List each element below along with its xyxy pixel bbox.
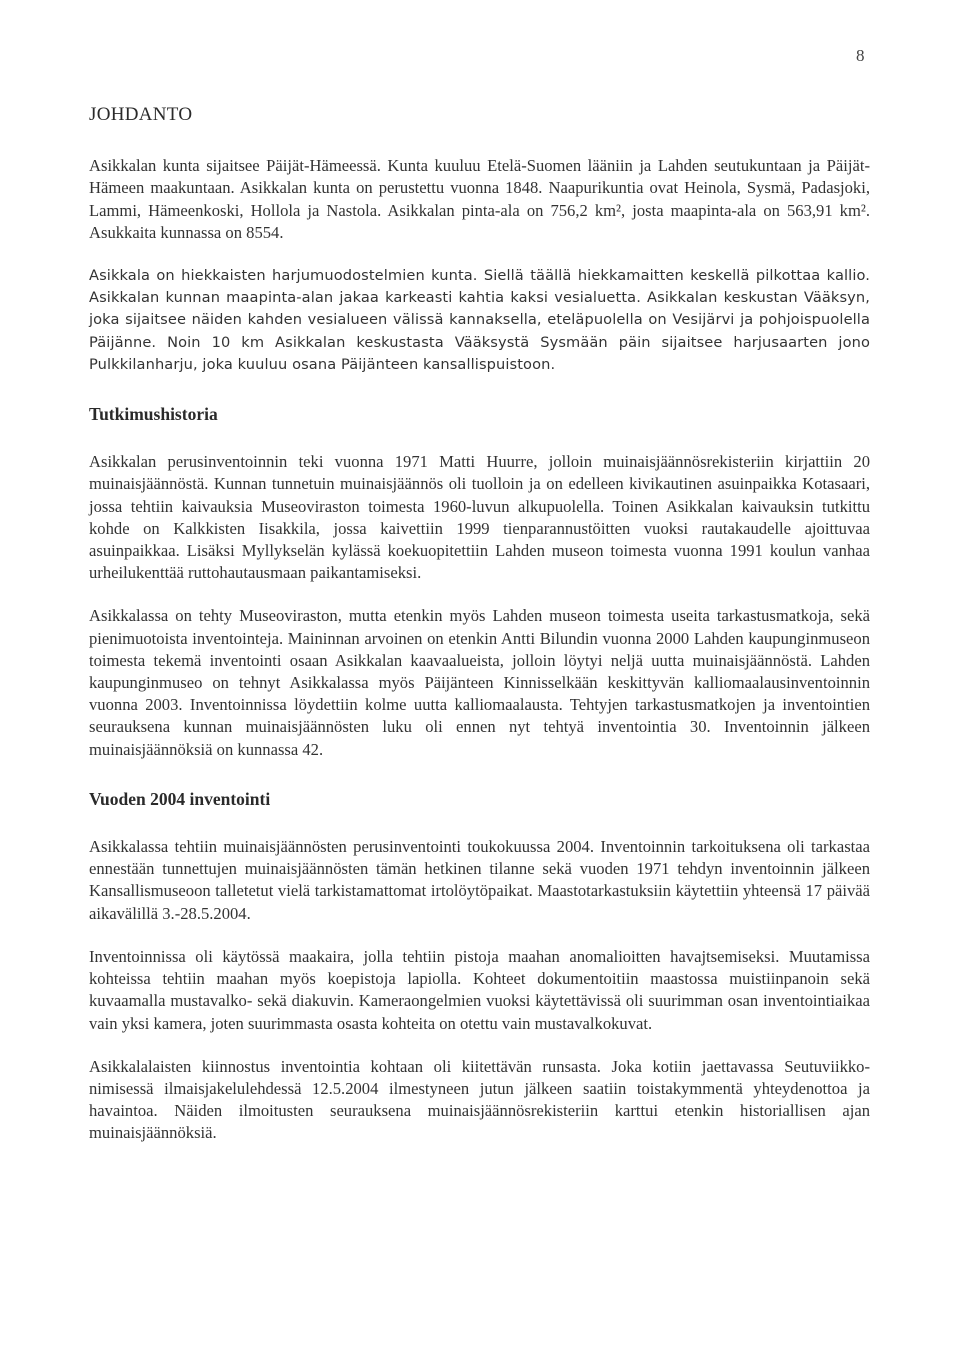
- section-heading-inventory: Vuoden 2004 inventointi: [89, 788, 271, 809]
- chapter-heading: JOHDANTO: [89, 104, 193, 125]
- document-body: [89, 104, 870, 1166]
- intro-paragraph-2: Asikkala on hiekkaisten harjumuodostelmien kunta. Siellä täällä hiekkamaitten keskellä pilkottaa kallio. Asikkalan kunnan maapinta-alan jakaa karkeasti kahtia kaksi vesialuetta. Asikkalan keskustan Vääksyn, joka sijaitsee näiden kahden vesialueen välissä kannaksella, eteläpuolella on Vesijärvi ja pohjoispuolella Päijänne. Noin 10 km Asikkalan keskustasta Vääksystä Sysmään päin sijaitsee harjusaarten jono Pulkkilanharju, joka kuuluu osana Päijänteen kansallispuistoon.: [89, 267, 870, 373]
- inventory-paragraph-1: Asikkalassa tehtiin muinaisjäännösten perusinventointi toukokuussa 2004. Inventoinnin tarkoituksena oli tarkastaa ennestään tunnettujen muinaisjäännösten tämän hetkinen tilanne sekä vuoden 1971 tehdyn inventoinnin jälkeen Kansallismuseoon talletetut vielä tarkistamattomat irtolöytöpaikat. Maastotarkastuksiin käytettiin yhteensä 17 päivää aikavälillä 3.-28.5.2004.: [89, 837, 870, 923]
- inventory-paragraph-2: Inventoinnissa oli käytössä maakaira, jolla tehtiin pistoja maahan anomalioitten havajtsemiseksi. Muutamissa kohteissa tehtiin maahan myös koepistoja lapiolla. Kohteet dokumentoitiin maastossa muistiinpanoin sekä kuvaamalla mustavalko- sekä diakuvin. Kameraongelmien vuoksi käytettävissä oli suurimman osan inventointiaikaa vain yksi kamera, joten suurimmasta osasta kohteita on otettu vain mustavalkokuvat.: [89, 946, 870, 1033]
- page-number: 8: [856, 46, 865, 65]
- history-paragraph-2: Asikkalassa on tehty Museoviraston, mutta etenkin myös Lahden museon toimesta useita tarkastusmatkoja, sekä pienimuotoista inventointeja. Maininnan arvoinen on etenkin Antti Bilundin vuonna 2000 Lahden kaupunginmuseon toimesta tekemä inventointi osaan Asikkalan kaavaalueista, jolloin löytyi neljä uutta muinaisjäännöstä. Lahden kaupunginmuseo on tehnyt Asikkalassa myös Päijänteen Kinnisselkään keskittyvän kalliomaalausinventoinnin vuonna 2003. Inventoinnissa löydettiin kolme uutta kalliomaalausta. Tehtyjen tarkastusmatkojen ja inventointien seurauksena kunnan muinaisjäännösten luku oli ennen nyt tehtyä inventointia 30. Inventoinnin jälkeen muinaisjäännöksiä on kunnassa 42.: [89, 606, 870, 759]
- intro-paragraph-1: Asikkalan kunta sijaitsee Päijät-Hämeessä. Kunta kuuluu Etelä-Suomen lääniin ja Lahden seutukuntaan ja Päijät-Hämeen maakuntaan. Asikkalan kunta on perustettu vuonna 1848. Naapurikuntia ovat Heinola, Sysmä, Padasjoki, Lammi, Hämeenkoski, Hollola ja Nastola. Asikkalan pinta-ala on 756,2 km², josta maapinta-ala on 563,91 km². Asukkaita kunnassa on 8554.: [89, 156, 870, 242]
- section-heading-history: Tutkimushistoria: [89, 404, 218, 425]
- inventory-paragraph-3: Asikkalalaisten kiinnostus inventointia kohtaan oli kiitettävän runsasta. Joka kotiin jaettavassa Seutuviikko-nimisessä ilmaisjakelulehdessä 12.5.2004 ilmestyneen jutun jälkeen saatiin toistakymmentä yhteydenottoa ja havaintoa. Näiden ilmoitusten seurauksena muinaisjäännösrekisteriin karttui etenkin historiallisen ajan muinaisjäännöksiä.: [89, 1056, 870, 1143]
- history-paragraph-1: Asikkalan perusinventoinnin teki vuonna 1971 Matti Huurre, jolloin muinaisjäännösrekisteriin kirjattiin 20 muinaisjäännöstä. Kunnan tunnetuin muinaisjäännös oli tuolloin ja on edelleen kivikautinen asuinpaikka Kotasaari, jossa tehtiin kaivauksia Museoviraston toimesta 1960-luvun alkupuolella. Toinen Asikkalan kaivauksin tutkittu kohde on Kalkkisten Iisakkila, jossa kaivettiin 1999 tienparannustöitten vuoksi rautakaudelle ajoittuvaa asuinpaikkaa. Lisäksi Myllykselän kylässä koekuopitettiin Lahden museon toimesta vuonna 1991 koulun vanhaa urheilukenttää ruttohautausmaan paikantamiseksi.: [89, 452, 870, 583]
